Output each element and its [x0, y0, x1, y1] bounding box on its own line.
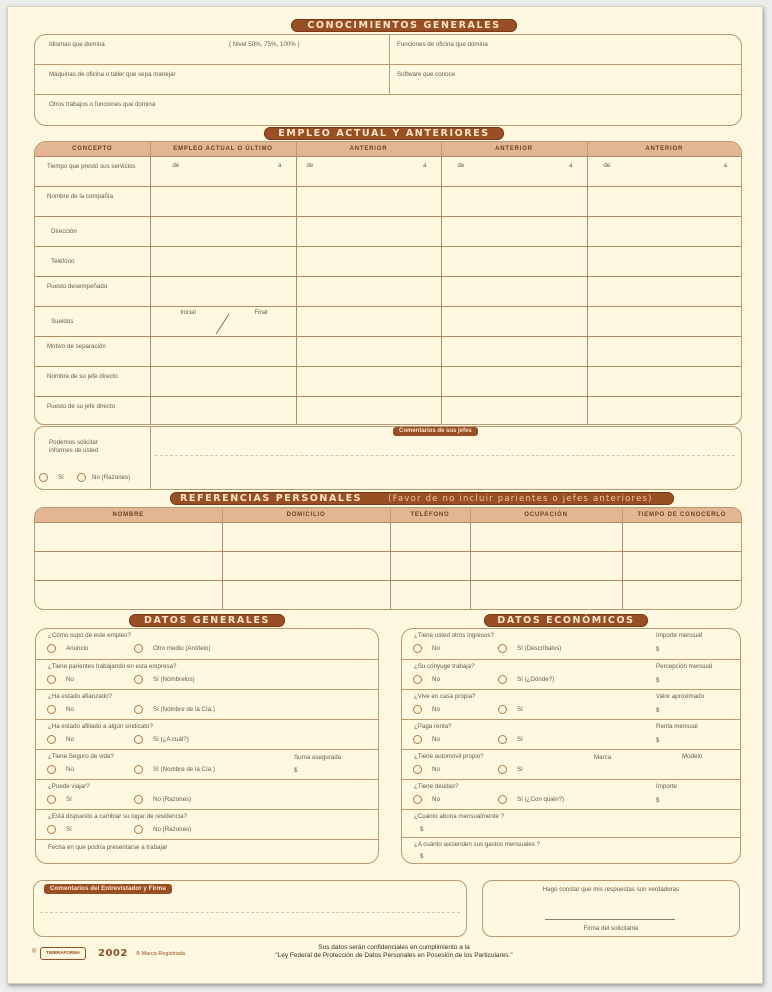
table-row [35, 247, 741, 277]
radio-button[interactable] [47, 735, 56, 744]
radio-button[interactable] [77, 473, 86, 482]
idiomas-field[interactable] [49, 50, 383, 62]
empleo-banner: EMPLEO ACTUAL Y ANTERIORES [264, 127, 504, 140]
firma-label: Firma del solicitante [583, 925, 639, 932]
question-row: ¿Tiene Seguro de vida? Suma asegurada $ No Sí (Nombre de la Cía.) [48, 753, 342, 774]
table-row [35, 581, 741, 610]
cell[interactable]: de a [150, 157, 296, 187]
table-row [35, 552, 741, 581]
col-anterior-3: ANTERIOR [587, 142, 741, 157]
radio-button[interactable] [47, 765, 56, 774]
option-a[interactable]: No [413, 675, 440, 684]
firma-box [482, 880, 740, 937]
row-label: Dirección [51, 228, 77, 235]
option-b[interactable]: Otro medio (Anótelo) [134, 644, 210, 653]
col-ocupacion: OCUPACIÓN [470, 508, 622, 523]
col-empleo-actual: EMPLEO ACTUAL O ÚLTIMO [150, 142, 296, 157]
referencias-banner: REFERENCIAS PERSONALES (Favor de no incluir parientes o jefes anteriores) [170, 492, 674, 505]
row-label: Teléfono [51, 258, 75, 265]
abona-label: ¿Cuánto abona mensualmente ? [414, 813, 505, 820]
question-row: ¿Está dispuesto a cambiar su lugar de residencia? Sí No (Razones) [48, 813, 192, 834]
empleo-table [35, 142, 741, 425]
fecha-label: Fecha en que podría presentarse a trabajar [48, 844, 168, 851]
signature-line[interactable] [545, 919, 675, 920]
option-b[interactable]: Sí (¿Dónde?) [498, 675, 554, 684]
option-a[interactable]: No [413, 705, 440, 714]
sueldos-cell[interactable] [150, 307, 296, 337]
question-row: ¿Paga renta? Renta mensual $ No Sí [414, 723, 698, 744]
row-label: Sueldos [51, 318, 74, 325]
comentarios-line[interactable] [155, 455, 735, 456]
referencias-table [35, 508, 741, 610]
idiomas-label: Idiomas que domina [49, 41, 105, 48]
option-a[interactable]: Anuncio [47, 644, 88, 653]
option-b[interactable]: Sí (Nombre de la Cía.) [134, 705, 215, 714]
gastos-field[interactable] [428, 851, 632, 861]
marca-registrada: ® Marca Registrada [136, 951, 185, 957]
col-nombre: NOMBRE [35, 508, 222, 523]
option-a[interactable]: No [413, 795, 440, 804]
radio-button[interactable] [134, 735, 143, 744]
empleo-box [34, 141, 742, 425]
radio-button[interactable] [134, 825, 143, 834]
col-anterior-2: ANTERIOR [441, 142, 587, 157]
option-a[interactable]: Sí [47, 795, 72, 804]
question-row: ¿Vive en casa propia? Valor aproximado $ No Sí [414, 693, 705, 714]
form-page: CONOCIMIENTOS GENERALES Idiomas que domina ( Nivel 50%, 75%, 100% ) Funciones de oficina que domina Máquinas de oficina o taller que sepa manejar Software que conoce Otros trabajos o funciones que domina EMPLEO ACTUAL Y ANTERIORES CONCEPTO EMPLEO ACTUAL O ÚLTIMO ANTERIOR ANTERIOR ANTERIOR Tiempo que prestó sus servicios de a de a de a de a Nombre de la compañía Dirección Teléfono Puesto desempeñado Sueldos Inicial Final Motivo de separación Nombre de su jefe directo Puesto de su jefe directo Podemos solicitar informes de usted Sí No (Razones) Comentarios de sus jefes REFERENCIAS PERSONALES (Favor de no incluir parientes o jefes anteriores) NOMBRE DOMICILIO TELÉFONO OCUPACIÓN TIEMPO DE CONOCERLO DATOS GENERALES ¿Cómo supo de este empleo? Anuncio Otro medio (Anótelo) ¿Tiene parientes trabajando en esta empresa? No Sí (Nómbrelos) ¿Ha estado afianzado? No Sí (Nombre de la Cía.) ¿Ha estado afiliado a algún sindicato? No Sí (¿A cuál?) ¿Tiene Seguro de vida? Suma asegurada $ No Sí (Nombre de la Cía.) ¿Puede viajar? Sí No (Razones) ¿Está dispuesto a cambiar su lugar de residencia? Sí No (Razones) Fecha en que podría presentarse a trabajar DATOS ECONÓMICOS ¿Tiene usted otros ingresos? Importe mensual $ No Sí (Descríbalos) ¿Su cónyuge trabaja? Percepción mensual $ No Sí (¿Dónde?) ¿Vive en casa propia? Valor aproximado $ No Sí ¿Paga renta? Renta mensual $ No Sí ¿Tiene automóvil propio? Marca Modelo No Sí ¿Tiene deudas? Importe $ No Sí (¿Con quién?) ¿Cuánto abona mensualmente ? $ ¿A cuánto ascienden sus gastos mensuales ? $ Comentarios del Entrevistador y Firma Hago constar que mis respuestas son verdaderas Firma del solicitante ® TIMBRAFORMA 2002 ® Marca Registrada Sus datos serán confidenciales en cumplimiento a la "Ley Federal de Protección de Datos Personales en Posesión de los Particulares." [7, 6, 763, 984]
option-a[interactable]: No [413, 735, 440, 744]
row-label: Tiempo que prestó sus servicios [47, 163, 136, 170]
cell[interactable]: de a [441, 157, 587, 187]
conocimientos-banner: CONOCIMIENTOS GENERALES [291, 19, 517, 32]
legal-notice: Sus datos serán confidenciales en cumplimiento a la "Ley Federal de Protección de Datos Personales en Posesión de los Particulares." [275, 944, 513, 959]
otros-field[interactable] [49, 110, 733, 122]
timbraforma-logo: TIMBRAFORMA [40, 947, 86, 960]
conocimientos-box [34, 34, 742, 126]
cell[interactable]: de a [296, 157, 441, 187]
radio-button[interactable] [413, 735, 422, 744]
col-telefono: TELÉFONO [390, 508, 470, 523]
question-row: ¿Ha estado afiliado a algún sindicato? No Sí (¿A cuál?) [48, 723, 189, 744]
software-label: Software que conoce [397, 71, 456, 78]
maquinas-field[interactable] [49, 80, 383, 92]
table-row [35, 307, 741, 337]
table-row [35, 523, 741, 552]
radio-button[interactable] [47, 644, 56, 653]
radio-button[interactable] [413, 705, 422, 714]
fecha-field[interactable] [48, 853, 372, 863]
col-anterior-1: ANTERIOR [296, 142, 441, 157]
entrevistador-banner: Comentarios del Entrevistador y Firma [44, 884, 172, 894]
radio-button[interactable] [39, 473, 48, 482]
option-a[interactable]: No [47, 765, 74, 774]
radio-button[interactable] [134, 795, 143, 804]
option-b[interactable]: Sí [498, 735, 523, 744]
inicial-label: Inicial [180, 310, 196, 316]
question-row: ¿Cómo supo de este empleo? Anuncio Otro medio (Anótelo) [48, 632, 211, 653]
option-b[interactable]: No (Razones) [134, 825, 191, 834]
year-label: 2002 [98, 948, 128, 959]
informes-si-option[interactable]: Sí [39, 473, 64, 482]
radio-button[interactable] [413, 765, 422, 774]
option-b[interactable]: No (Razones) [134, 795, 191, 804]
radio-button[interactable] [413, 644, 422, 653]
radio-button[interactable] [47, 705, 56, 714]
slash-divider [213, 312, 231, 336]
funciones-label: Funciones de oficina que domina [397, 41, 488, 48]
radio-button[interactable] [498, 765, 507, 774]
radio-button[interactable] [134, 705, 143, 714]
table-row [35, 277, 741, 307]
option-b[interactable]: Sí (¿Con quién?) [498, 795, 564, 804]
radio-button[interactable] [47, 825, 56, 834]
row-label: Puesto desempeñado [47, 283, 108, 290]
option-a[interactable]: No [413, 644, 440, 653]
otros-label: Otros trabajos o funciones que domina [49, 101, 156, 108]
radio-button[interactable] [134, 765, 143, 774]
datos-generales-box [35, 628, 379, 864]
row-label: Nombre de su jefe directo [47, 373, 118, 380]
question-row: ¿Tiene parientes trabajando en esta empresa? No Sí (Nómbrelos) [48, 663, 195, 684]
radio-button[interactable] [498, 675, 507, 684]
table-row [35, 397, 741, 425]
radio-button[interactable] [413, 795, 422, 804]
datos-economicos-banner: DATOS ECONÓMICOS [484, 614, 648, 627]
question-row: ¿Puede viajar? Sí No (Razones) [48, 783, 192, 804]
col-domicilio: DOMICILIO [222, 508, 390, 523]
informes-no-option[interactable]: No (Razones) [77, 473, 130, 482]
entrevistador-line[interactable] [40, 912, 460, 913]
radio-button[interactable] [134, 644, 143, 653]
option-a[interactable]: No [47, 705, 74, 714]
radio-button[interactable] [498, 795, 507, 804]
option-a[interactable]: No [47, 735, 74, 744]
solicitar-label: Podemos solicitar informes de usted [49, 439, 99, 454]
gastos-label: ¿A cuánto ascienden sus gastos mensuales ? [414, 841, 540, 848]
option-a[interactable]: No [47, 675, 74, 684]
table-row [35, 367, 741, 397]
radio-button[interactable] [134, 675, 143, 684]
radio-button[interactable] [47, 675, 56, 684]
question-row: ¿Ha estado afianzado? No Sí (Nombre de la Cía.) [48, 693, 215, 714]
question-row: ¿Tiene deudas? Importe $ No Sí (¿Con quién?) [414, 783, 677, 804]
option-a[interactable]: Sí [47, 825, 72, 834]
row-label: Motivo de separación [47, 343, 106, 350]
question-row: ¿Tiene usted otros ingresos? Importe mensual $ No Sí (Descríbalos) [414, 632, 703, 653]
row-label: Nombre de la compañía [47, 193, 114, 200]
table-row [35, 337, 741, 367]
radio-button[interactable] [413, 675, 422, 684]
entrevistador-box [33, 880, 467, 937]
radio-button[interactable] [498, 705, 507, 714]
row-label: Puesto de su jefe directo [47, 403, 116, 410]
cell[interactable]: de a [587, 157, 741, 187]
nivel-label: ( Nivel 50%, 75%, 100% ) [229, 41, 300, 48]
option-a[interactable]: No [413, 765, 440, 774]
col-tiempo: TIEMPO DE CONOCERLO [622, 508, 741, 523]
informes-box [34, 426, 742, 490]
option-b[interactable]: Sí [498, 765, 523, 774]
funciones-field[interactable] [397, 50, 731, 62]
datos-economicos-box: ¿Tiene usted otros ingresos? Importe mensual $ No Sí (Descríbalos) ¿Su cónyuge trabaja? Percepción mensual $ No Sí (¿Dónde?) ¿Vive en casa propia? Valor aproximado $ No Sí ¿Paga renta? Renta mensual $ No Sí ¿Tiene automóvil propio? Marca Modelo No Sí ¿Tiene deudas? Importe $ No Sí (¿Con quién?) ¿Cuánto abona mensualmente ? $ ¿A cuánto ascienden sus gastos mensuales ? $ [401, 628, 741, 864]
radio-button[interactable] [498, 644, 507, 653]
col-concepto: CONCEPTO [35, 142, 150, 157]
software-field[interactable] [397, 80, 731, 92]
referencias-box [34, 507, 742, 610]
final-label: Final [254, 310, 268, 316]
maquinas-label: Máquinas de oficina o taller que sepa manejar [49, 71, 176, 78]
radio-button[interactable] [47, 795, 56, 804]
question-row: ¿Tiene automóvil propio? Marca Modelo No Sí [414, 753, 703, 774]
option-b[interactable]: Sí (Descríbalos) [498, 644, 561, 653]
table-row [35, 187, 741, 217]
abona-field[interactable] [428, 824, 632, 834]
table-row [35, 157, 741, 187]
hago-constar-label: Hago constar que mis respuestas son verdaderas [542, 886, 680, 893]
option-b[interactable]: Sí (¿A cuál?) [134, 735, 189, 744]
question-row: ¿Su cónyuge trabaja? Percepción mensual $ No Sí (¿Dónde?) [414, 663, 713, 684]
radio-button[interactable] [498, 735, 507, 744]
datos-generales-banner: DATOS GENERALES [129, 614, 285, 627]
option-b[interactable]: Sí [498, 705, 523, 714]
comentarios-jefes-banner: Comentarios de sus jefes [393, 427, 478, 436]
table-row [35, 217, 741, 247]
option-b[interactable]: Sí (Nómbrelos) [134, 675, 195, 684]
option-b[interactable]: Sí (Nombre de la Cía.) [134, 765, 215, 774]
